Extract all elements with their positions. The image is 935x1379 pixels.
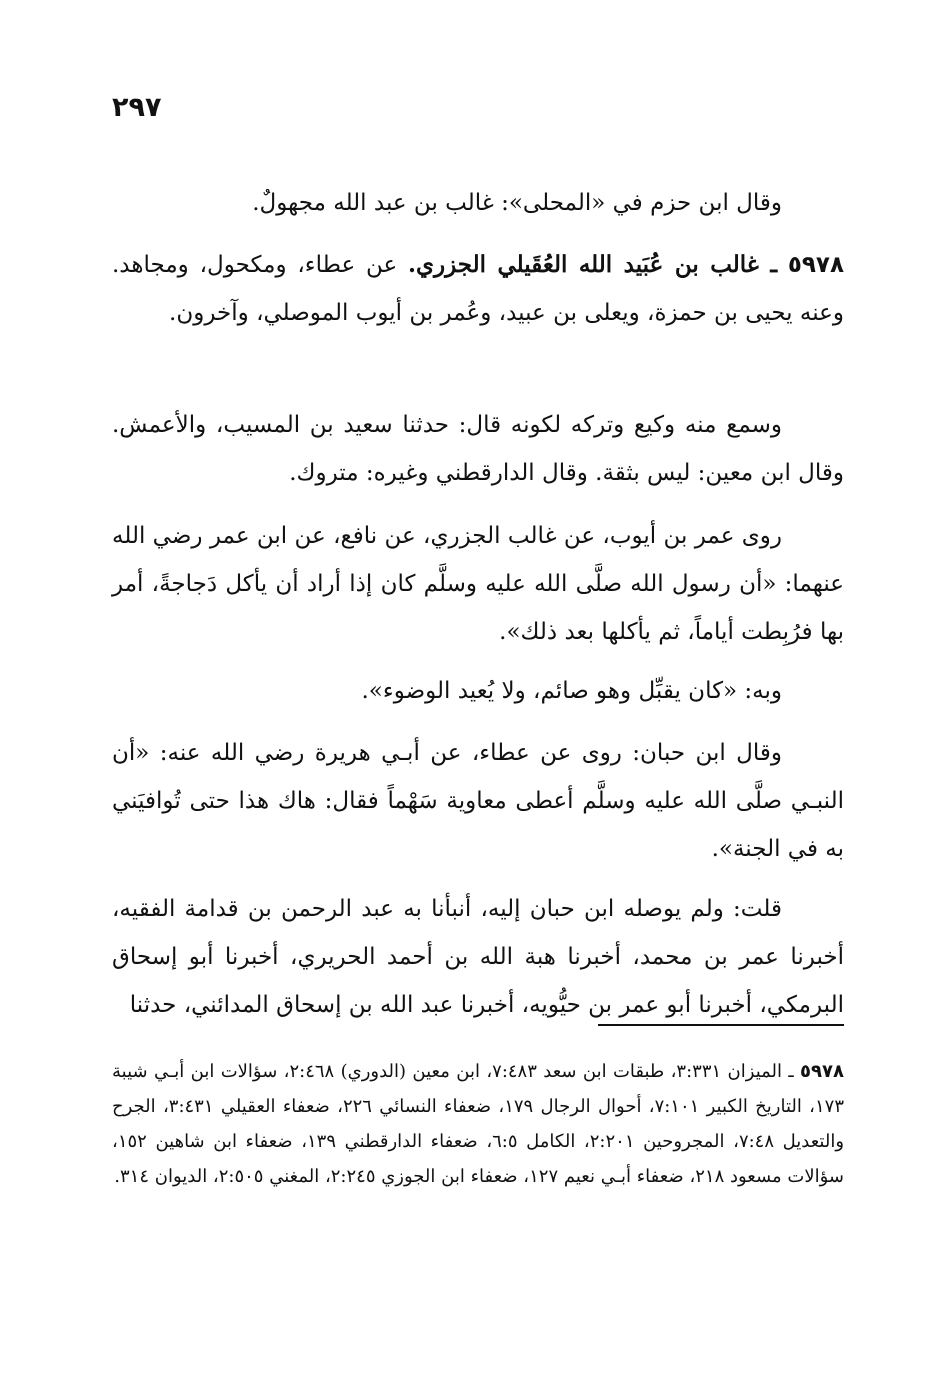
paragraph-hadith-ibn-umar: روى عمر بن أيوب، عن غالب الجزري، عن نافع، عن ابن عمر رضي الله عنهما: «أن رسول الله صلَّى الله عليه وسلَّم كان إذا أراد أن يأكل دَجاجةً، أمر بها فرُبِطت أياماً، ثم يأكلها بعد ذلك». [112, 523, 844, 645]
footnote-divider [598, 1024, 844, 1026]
footnote-text: ـ الميزان ٣:٣٣١، طبقات ابن سعد ٧:٤٨٣، ابن معين (الدوري) ٢:٤٦٨، سؤالات ابن أبـي شيبة ١٧٣، التاريخ الكبير ٧:١٠١، أحوال الرجال ١٧٩، ضعفاء النسائي ٢٢٦، ضعفاء العقيلي ٣:٤٣١، الجرح والتعديل ٧:٤٨، المجروحين ٢:٢٠١، الكامل ٦:٥، ضعفاء الدارقطني ١٣٩، ضعفاء ابن شاهين ١٥٢، سؤالات مسعود ٢١٨، ضعفاء أبـي نعيم ١٢٧، ضعفاء ابن الجوزي ٢:٢٤٥، المغني ٢:٥٠٥، الديوان ٣١٤. [112, 1061, 845, 1187]
entry-paragraph [112, 241, 844, 337]
page-number: ٢٩٧ [112, 92, 162, 123]
entry-text: عن عطاء، ومكحول، ومجاهد. وعنه يحيى بن حمزة، ويعلى بن عبيد، وعُمر بن أيوب الموصلي، وآخرون. [112, 252, 844, 326]
paragraph-qultu: قلت: ولم يوصله ابن حبان إليه، أنبأنا به عبد الرحمن بن قدامة الفقيه، أخبرنا عمر بن محمد، أخبرنا هبة الله بن أحمد الحريري، أخبرنا أبو إسحاق البرمكي، أخبرنا أبو عمر بن حيُّويه، أخبرنا عبد الله بن إسحاق المدائني، حدثنا [112, 896, 844, 1018]
paragraph-wabihi: وبه: «كان يقبِّل وهو صائم، ولا يُعيد الوضوء». [361, 678, 782, 704]
entry-number: ٥٩٧٨ [787, 252, 844, 278]
paragraph-ibn-hibban: وقال ابن حبان: روى عن عطاء، عن أبـي هريرة رضي الله عنه: «أن النبـي صلَّى الله عليه وسلَّم أعطى معاوية سَهْماً فقال: هاك هذا حتى تُوافيَني به في الجنة». [112, 740, 844, 862]
paragraph-ibn-hazm: وقال ابن حزم في «المحلى»: غالب بن عبد الله مجهولٌ. [252, 190, 782, 216]
entry-name: ـ غالب بن عُبَيد الله العُقَيلي الجزري. [407, 251, 778, 278]
paragraph-waki: وسمع منه وكيع وتركه لكونه قال: حدثنا سعيد بن المسيب، والأعمش. وقال ابن معين: ليس بثقة. وقال الدارقطني وغيره: متروك. [112, 412, 844, 486]
footnote [112, 1054, 844, 1194]
footnote-number: ٥٩٧٨ [800, 1061, 844, 1082]
